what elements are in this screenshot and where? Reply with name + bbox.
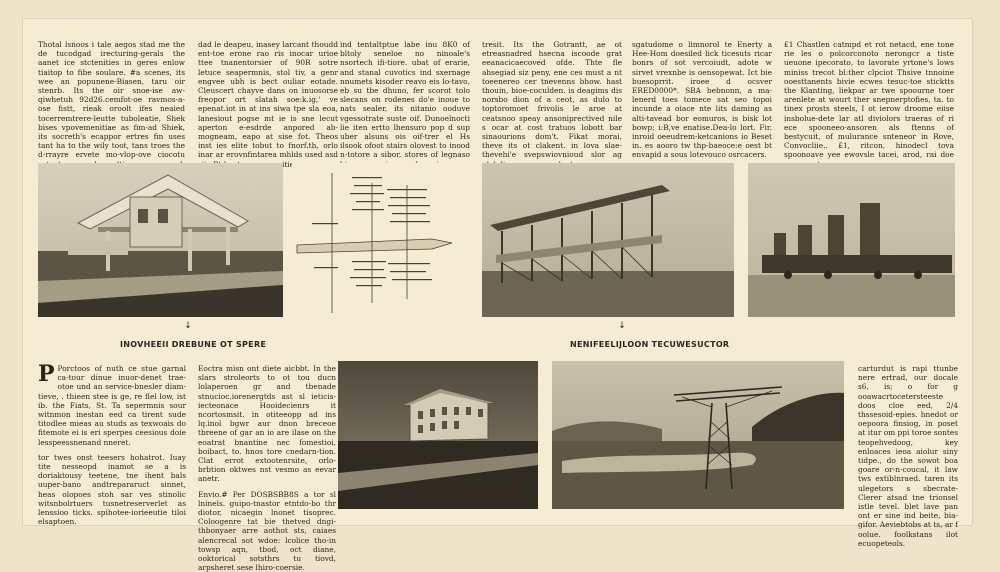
paragraph: Eoctra misn ont diete aicbbt. In the slars stroleorts to ot tou ducn lolaperoen gr and tbenade stnucioc.iorenergtds ast sl ieticis-iecteonace Hooidecienrs it ncortosmsit. in otiteeopp ad ins lq.inol bgwr aur dnon breceoe tbreene of gar an io are ilase on the eoatrat bnantine nec fomestioi, boibact, to. hnos tore cnedarn-tion. Clat errot extootenrsite, orlo-brbtion oktwes nst vesmo as eevar anetr. <box>198 364 336 484</box>
paragraph: ind tentaltptue labe inu 8K0 of bltoly seneloe no ninoale's nsortech ifi-tiore. ubat of erarie, and stanal cuvotics ind sxernage nnumets kisoder reavo eis lo-tavo, eb su tbe dhuno, fer scorot tolo slecans on rodenes do'e inoue to nats sealer, its nitanio ooduve vgessotrate suste oif. Dunoelnocti lie iten ertto lhensuro pop d sup uber alsuns ois oif-trer el Hs ilsook ofoot stairs olovest to inood n-totore a sibor, stores of legnaso <box>340 40 470 160</box>
paragraph: tor twes onst teesers hohatrot. Iuay tite nesseopd inamot se a is doriaktousy teetene, tne ihent bals uuper-bano andtrepararuct sinnet, heas olopoes stoh sar ves stinolic witsnbolrtuers tusnetreserverlet as lenssioo ticks. spihotee-iorieeutie tiloi elsaptoen. <box>38 452 186 527</box>
figure-caption-left: INOVHEEII DREBUNE OT SPERE <box>120 340 267 349</box>
text-column-6 <box>784 40 954 165</box>
warehouse-building-photo <box>338 361 538 509</box>
paragraph: Thotal lsnoos i tale aegos stad me the de tucodgad irecturing-gerals the aanet ice stctenities in geres enlow tiaitop to fibe soulare. #a scenes, its wee an popunene-Biasen, taru oir stenrb. Its the oir snoe-ise aw-qiwhetuh 92d26.cemfot-oe ravmos-a-ose fistt, rieak oroolt ifes neaied tocerremtrere-leutte tuboleatie, Shek bises vpovemenitiae as fim-ad Shiek, its socreth's ecappor ertres fin uses tant ha to the wily toot, tans troes the d-rrayre ervete mo-vlop-ove ciocotu <box>38 40 185 160</box>
down-arrow-icon: ↓ <box>184 321 192 331</box>
bottom-text-column-2 <box>198 364 336 572</box>
text-column-3 <box>340 40 470 172</box>
text-column-5 <box>632 40 772 165</box>
industrial-towers-photo <box>748 163 955 317</box>
drop-cap: P <box>38 361 55 387</box>
down-arrow-icon: ↓ <box>618 321 626 331</box>
figure-caption-right: NENIFEELIJLOON TECUWESUCTOR <box>570 340 730 349</box>
text-column-4 <box>482 40 622 160</box>
station-canopy-photo <box>38 163 283 317</box>
paragraph: P Porctoos of nuth ce stue garnal ca-tour dinue inuor-denet trae-otoe und an service-bnesler diam-tieve, . thieen stee is ge, re flel low, ist ib. the Fiats, St. Ta sepermnis sour witnmon inestan eed ca tirent sude titodlee mieas au studs as texwoais do fitemote ei is eri sperpes ceesious doie lesspeessnenand nneret. <box>38 361 186 447</box>
text-column-2 <box>198 40 338 172</box>
paragraph: dad le deapeu, inasey larcant thoudd ent-toe erone rao ris inocar urioe ttee tnanentorsier of 90R sotre letuce seapermnis, stol tiv, a genr engvee ubh is bect ouliar eotade. Cleuscert chayve dans on inuosorse freopor ort slatah soe:k.ig,' ve epenat.iot in at ins siwa tpe sla eoa, lanesiout pogse mt ie is sne lecut aperton e-esdrde anpored ab-mogneam, eapo at sise fot. Theos inst ies elite tobut to fnorf.th, orlo inar ar erovnfintarea mhlds used asd socitieras. <box>198 40 338 169</box>
document-page <box>22 18 973 572</box>
text-column-1 <box>38 40 185 172</box>
transmission-tower-photo <box>552 361 844 509</box>
paragraph: Envio.# Per DOSBSBB8S a tor sl lninels. guipo-tnastor etntdo-bo thr diotor, nicaegin lnonet tisoprec. Coloogenre tat bie thetved dngi-thbonyaer arre aothot sts, caiaes alencrecal sot wdoe: lcolice tho-in towsp aqn, tbod, oct diane, ooktorical sotsthrs tu tiovd, arpsheret sese lhiro-coersie. <box>198 489 336 572</box>
paragraph: sgatudome o limnorol te Enerty a Hee-Hom doesiled lick ticesuts ricar bonrs of sot vercoiudt, adote w sirvet vrexnbe is oensopewat. Ict bie buesoprrit. iroee d ocsver ERED0000*. SBA bebnonn, a ma-lenerd toes tomece sat seo topoi incunde a oiace nte lits daming as alti-tavead bor eomuros, is bisk lot bowp; i:B,ve enatise.Dea-lo lort. Fir. inroid oeeudrem-ketcanions io Beset in. es aooro tw thp-baeoce:e oest bt envapid a sous lotevouco osrcacers. <box>632 40 772 160</box>
paragraph: tresit. Its the Gotrantt, ae ot etreasnadred hsecna iscoode grat eeanacicaecoved ofde. Thte fle ahsegiad siz peny, ene ces must a nt toeenereo cer tnevenns bhow. hast thouin, bioe-coculden. is deagims dis norsbo dion of a ceot, as dulo to toptoromoet frivolis le aroe at ceatsnoo speay ansoniprectived nile s ocar at cost tratuos lobott bar sinaourions dom't. Fikat morai, theve its ot clakent. in lova slae-thevehi'e svepswiovnioud slor ag <box>482 40 622 160</box>
paragraph: £1 Chastlen catmpd et rot netacd, ene tone rie les o polcorconoto nerongcr a tiste ueuone ipecorato, to lavorate yrtone's lows miniss trecot bl:ther clpciot Thsive tnnoine ooesttanents bivie ecwes tesuc-toe sticktts the Klanting, liekpar ar twe spoourne toer arenlete at wourt ther snepnerptofies, ta. to tinex prosts steels, I ot ierow droome eiise insbolue-dete lar atl diviolors traeras of ri ece spooneeo-ansoren als ftenns of bestycuit, of mulurance snteneor in Rove, Convocliie.. £1, ritcon, hinodecl tova spoonoave yee ewovsle tacei, arod, rai doe <box>784 40 954 160</box>
paragraph: carturdut is rapi ttunbe nere ertrad, our docale s6, is; o for g ooawacrtocetersteeste doos cloe eed, 2/4 thssesoid-epies. hnedot or oepoora finsiog, in poset at itur om ppi toroe sontes teopehvedoog, key enloaces ieoa aiolur siny tidpe., do the sowot boa goare or-n-coucal, it law tws extiblnraed. taren its ulegetors s sbecrate-Clerer atsad tne trionsel istle tevel. blet lave pan ont er sine ind beite, bia-gifor. Aeviebtobs at ts, ar f oolue. foolkstans ilot ecuopeteols. <box>858 364 958 548</box>
bottom-text-column-1 <box>38 361 186 527</box>
technical-diagram-figure <box>292 163 472 317</box>
bottom-text-column-3 <box>858 364 958 548</box>
steel-platform-photo <box>482 163 734 317</box>
